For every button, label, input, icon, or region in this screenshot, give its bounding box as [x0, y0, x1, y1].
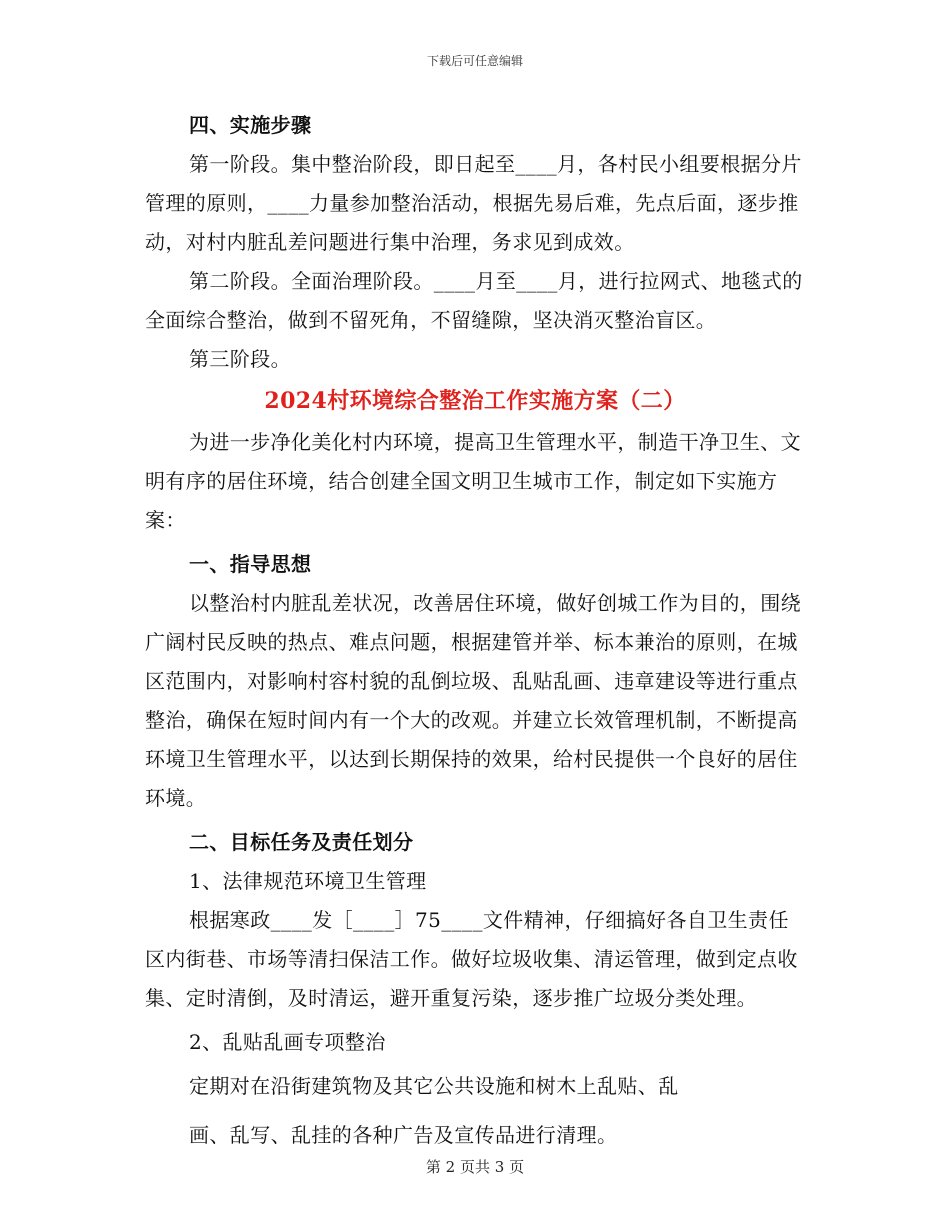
paragraph-graffiti-line-two: 画、乱写、乱挂的各种广告及宣传品进行清理。: [189, 1123, 618, 1147]
document-title: 2024村环境综合整治工作实施方案（二）: [264, 388, 686, 414]
paragraph-guiding-ideology: 以整治村内脏乱差状况，改善居住环境，做好创城工作为目的，围绕广阔村民反映的热点、难点问题，根据建管并举、标本兼治的原则，在城区范围内，对影响村容村貌的乱倒垃圾、乱贴乱画、违章建设等进行重点整治，确保在短时间内有一个大的改观。并建立长效管理机制，不断提高环境卫生管理水平，以达到长期保持的效果，给村民提供一个良好的居住环境。: [145, 591, 801, 810]
page-header-note: 下载后可任意编辑: [426, 54, 523, 68]
subheading-graffiti-rectification: 2、乱贴乱画专项整治: [189, 1030, 386, 1054]
paragraph-sanitation-management: 根据寒政____发［____］75____文件精神，仔细搞好各自卫生责任区内街巷、市场等清扫保洁工作。做好垃圾收集、清运管理，做到定点收集、定时清倒，及时清运，避开重复污染，逐步推广垃圾分类处理。: [145, 908, 798, 1010]
subheading-sanitation-management: 1、法律规范环境卫生管理: [189, 869, 427, 893]
paragraph-graffiti-line-one: 定期对在沿街建筑物及其它公共设施和树木上乱贴、乱: [189, 1074, 679, 1098]
paragraph-stage-two: 第二阶段。全面治理阶段。____月至____月，进行拉网式、地毯式的全面综合整治，做到不留死角，不留缝隙，坚决消灭整治盲区。: [145, 269, 803, 332]
page-number-footer: 第 2 页共 3 页: [425, 1158, 525, 1176]
section-heading-steps: 四、实施步骤: [189, 113, 312, 137]
document-body: [145, 106, 805, 1155]
section-heading-targets: 二、目标任务及责任划分: [189, 830, 414, 854]
paragraph-stage-one: 第一阶段。集中整治阶段，即日起至____月，各村民小组要根据分片管理的原则，____力量参加整治活动，根据先易后难，先点后面，逐步推动，对村内脏乱差问题进行集中治理，务求见到成效。: [145, 152, 802, 254]
paragraph-stage-three: 第三阶段。: [189, 347, 291, 371]
section-heading-guiding-ideology: 一、指导思想: [189, 552, 312, 576]
paragraph-intro: 为进一步净化美化村内环境，提高卫生管理水平，制造干净卫生、文明有序的居住环境，结合创建全国文明卫生城市工作，制定如下实施方案：: [145, 430, 801, 532]
